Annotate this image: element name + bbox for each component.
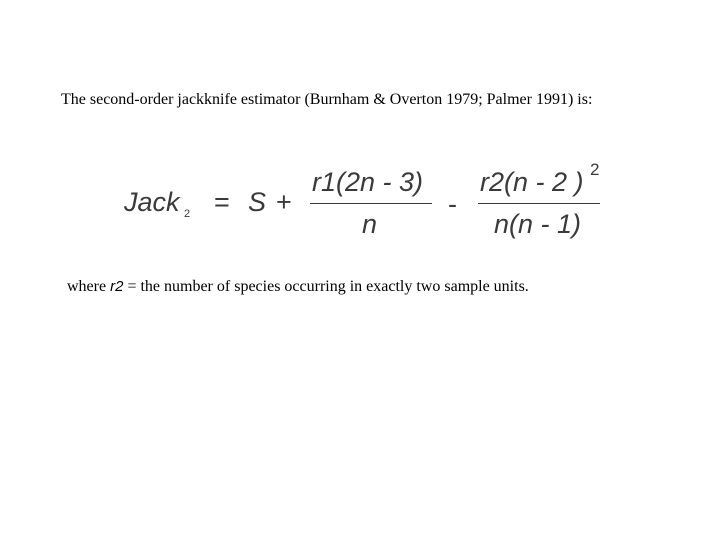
r2-definition [67,276,687,297]
fraction2-denominator: n(n - 1) [494,209,582,239]
formula-s-term: S [248,187,267,217]
fraction1-numerator: r1(2n - 3) [312,167,424,197]
note-suffix: = the number of species occurring in exactly two sample units. [123,278,529,295]
formula-equals: = [214,187,230,217]
note-variable: r2 [110,278,124,295]
jackknife-formula [0,155,720,255]
formula-minus: - [448,189,457,219]
fraction1-denominator: n [362,209,378,239]
formula-lhs-subscript: 2 [184,208,191,220]
fraction2-numerator: r2(n - 2 ) [480,167,584,197]
fraction2-bar [478,203,600,204]
formula-plus: + [276,187,292,217]
note-prefix: where [67,278,111,295]
fraction1-bar [310,203,432,204]
formula-lhs: Jack [124,187,180,217]
fraction2-exponent: 2 [590,160,600,179]
intro-paragraph: The second-order jackknife estimator (Burnham & Overton 1979; Palmer 1991) is: [61,91,593,108]
